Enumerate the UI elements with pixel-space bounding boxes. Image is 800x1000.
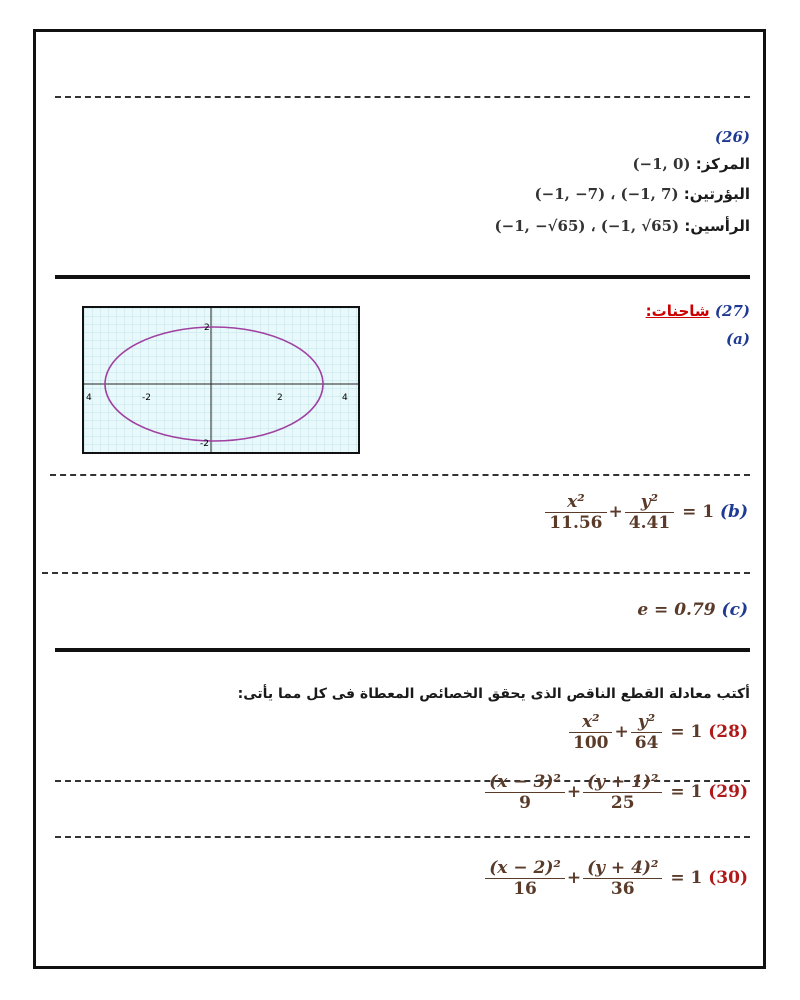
q26-vertices-row bbox=[495, 217, 750, 235]
fraction: $\frac{\text{y²}}{4.41}$ bbox=[625, 492, 674, 533]
divider-dashed bbox=[42, 572, 750, 574]
q30-equation: $\frac{\text{(x − 2)²}}{16}$ + $\frac{\text{(y + 4)²}}{36}$ = 1 (30) bbox=[483, 858, 748, 899]
fraction: $\frac{\text{(x − 2)²}}{16}$ bbox=[485, 858, 565, 899]
fraction: $\frac{\text{y²}}{64}$ bbox=[631, 712, 663, 753]
q26-center-value: (−1, 0) bbox=[632, 155, 691, 173]
instruction-text: أكتب معادلة القطع الناقص الذى يحقق الخصائص المعطاة فى كل مما يأتى: bbox=[237, 686, 750, 702]
q27-part-a-row bbox=[726, 330, 750, 348]
q27-part-c-row bbox=[637, 600, 748, 620]
divider-dashed bbox=[55, 96, 750, 98]
q26-center-label: المركز: bbox=[695, 155, 750, 173]
equation-rhs: = 1 bbox=[670, 868, 703, 888]
q26-number: (26) bbox=[714, 128, 750, 146]
q27-title: شاحنات: bbox=[645, 302, 710, 320]
fraction: $\frac{\text{(x − 3)²}}{9}$ bbox=[485, 772, 565, 813]
divider-dashed bbox=[50, 474, 750, 476]
divider-thick bbox=[55, 275, 750, 279]
q26-center-row bbox=[632, 155, 750, 173]
q27-part-c-eq: e = 0.79 bbox=[637, 600, 716, 620]
q26-foci-value: (−1, −7) ، (−1, 7) bbox=[534, 185, 679, 203]
fraction: $\frac{\text{x²}}{11.56}$ bbox=[545, 492, 606, 533]
fraction: $\frac{\text{x²}}{100}$ bbox=[569, 712, 613, 753]
q26-vertices-label: الرأسين: bbox=[684, 217, 750, 235]
q27-part-b: (b) bbox=[720, 502, 748, 522]
q27-title-row bbox=[646, 302, 750, 320]
q28-number: (28) bbox=[708, 722, 748, 742]
q29-equation: $\frac{\text{(x − 3)²}}{9}$ + $\frac{\text{(y + 1)²}}{25}$ = 1 (29) bbox=[483, 772, 748, 813]
equation-rhs: = 1 bbox=[670, 782, 703, 802]
x-tick-label: 4 bbox=[342, 393, 348, 403]
ellipse-graph-svg bbox=[84, 308, 358, 452]
divider-dashed bbox=[55, 836, 750, 838]
divider-thick bbox=[55, 648, 750, 652]
fraction: $\frac{\text{(y + 4)²}}{36}$ bbox=[583, 858, 662, 899]
q30-number: (30) bbox=[708, 868, 748, 888]
fraction: $\frac{\text{(y + 1)²}}{25}$ bbox=[583, 772, 662, 813]
q26-number-row bbox=[715, 128, 750, 146]
x-tick-label: 2 bbox=[277, 393, 283, 403]
q27-part-a: (a) bbox=[726, 330, 750, 348]
q27-part-b-equation: $\frac{\text{x²}}{11.56}$ + $\frac{\text{y²}}{4.41}$ = 1 (b) bbox=[543, 492, 748, 533]
equation-rhs: = 1 bbox=[682, 502, 715, 522]
x-tick-label: -2 bbox=[142, 393, 151, 403]
graph-grid bbox=[84, 308, 358, 452]
q26-foci-label: البؤرتين: bbox=[683, 185, 750, 203]
q27-number: (27) bbox=[714, 302, 750, 320]
y-tick-label: 2 bbox=[204, 323, 210, 333]
q29-number: (29) bbox=[708, 782, 748, 802]
q26-foci-row bbox=[535, 185, 750, 203]
ellipse-graph bbox=[82, 306, 360, 454]
y-tick-label: -2 bbox=[200, 439, 209, 449]
x-tick-label: 4 bbox=[86, 393, 92, 403]
equation-rhs: = 1 bbox=[670, 722, 703, 742]
q28-equation: $\frac{\text{x²}}{100}$ + $\frac{\text{y²}}{64}$ = 1 (28) bbox=[567, 712, 748, 753]
q26-vertices-value: (−1, −√65) ، (−1, √65) bbox=[494, 217, 680, 235]
q27-part-c: (c) bbox=[721, 600, 748, 620]
